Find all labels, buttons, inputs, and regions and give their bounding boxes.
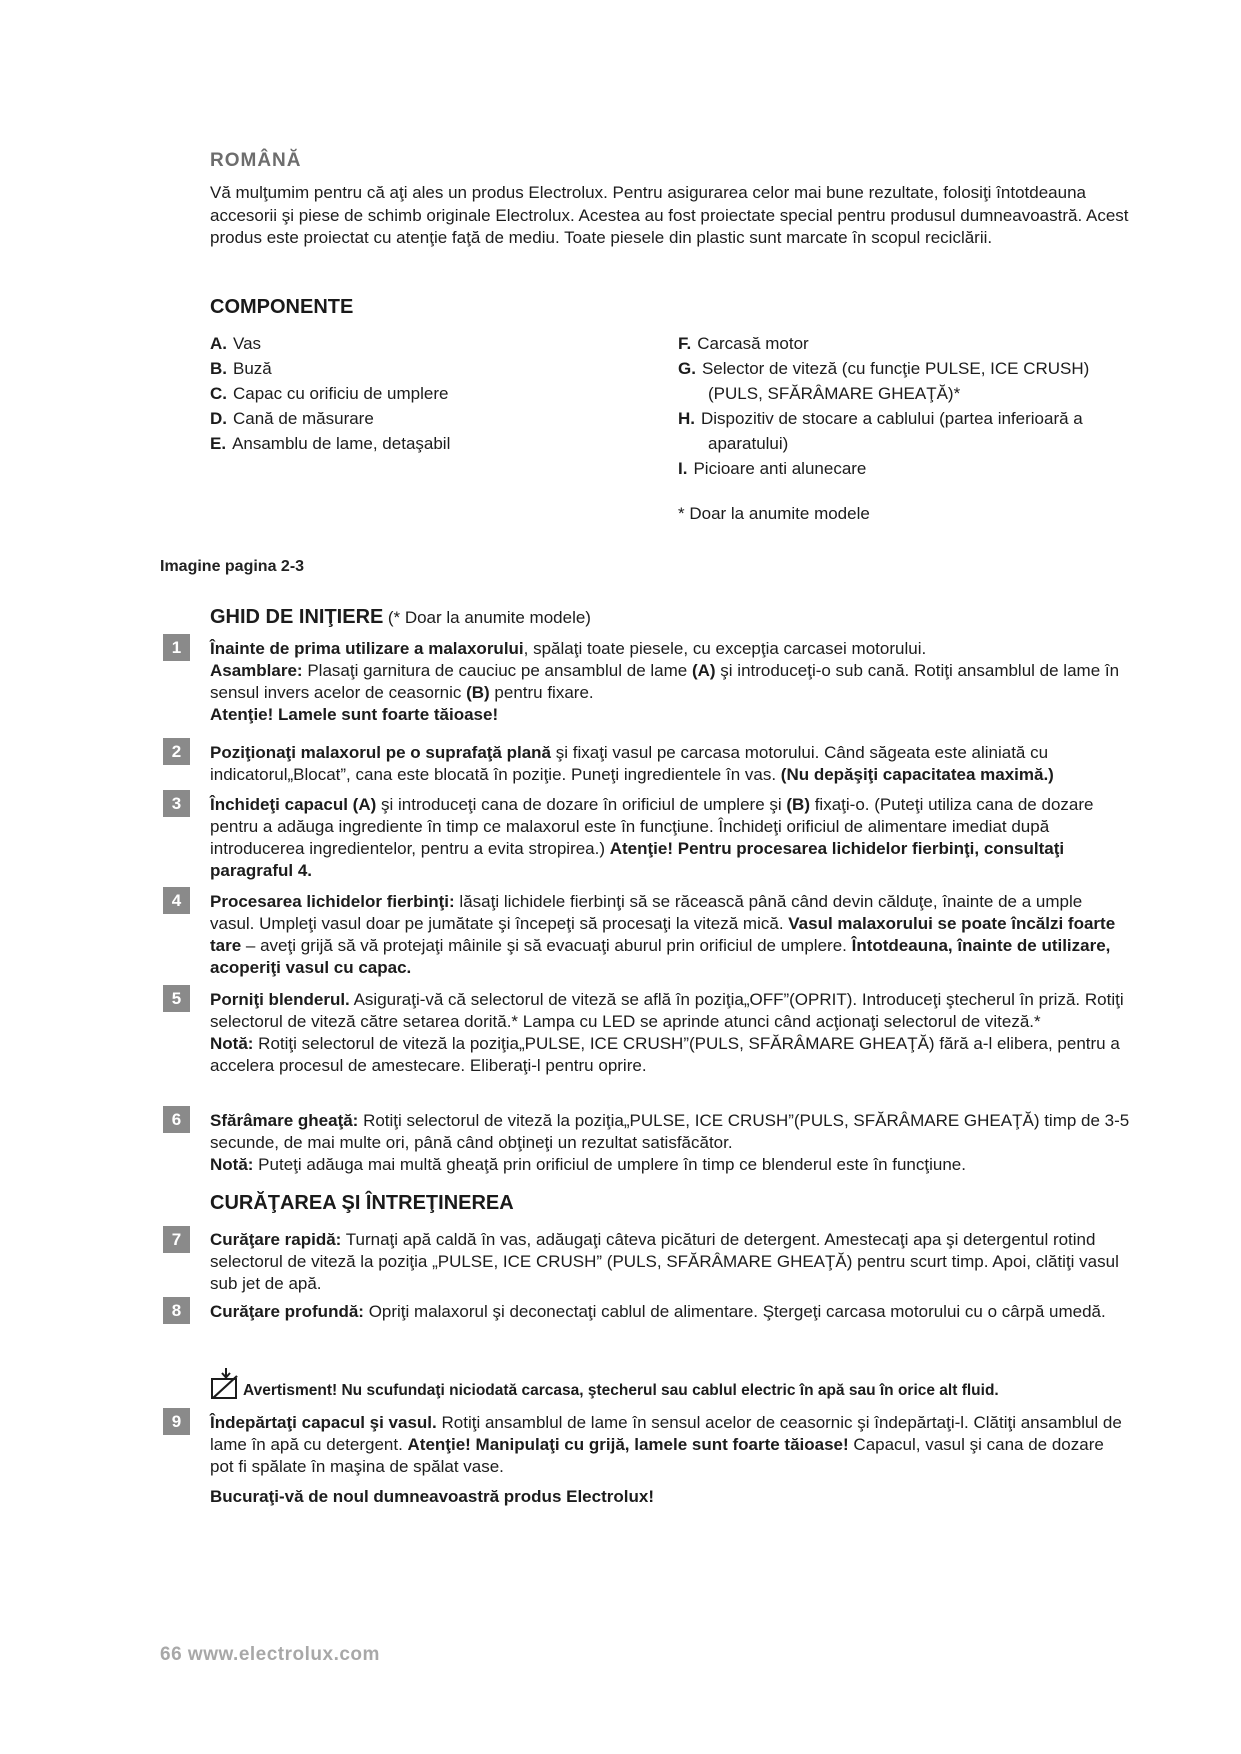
warning-text: Avertisment! Nu scufundaţi niciodată carcasa, ştecherul sau cablul electric în apă sau în orice alt fluid. [243,1382,999,1399]
components-title: COMPONENTE [210,296,354,318]
image-pages-label: Imagine pagina 2-3 [160,558,305,575]
component-item: H. Dispozitiv de stocare a cablului (partea inferioară a [678,409,1083,428]
guide-subtitle: (* Doar la anumite modele) [387,608,591,627]
step-number: 5 [163,985,190,1012]
no-immersion-icon [210,1367,240,1401]
component-item: G. Selector de viteză (cu funcţie PULSE, ICE CRUSH) [678,359,1090,378]
component-item-continuation: aparatului) [708,434,789,453]
step-number: 1 [163,634,190,661]
language-title: ROMÂNĂ [210,150,302,171]
step-2-text: Poziţionaţi malaxorul pe o suprafaţă plană şi fixaţi vasul pe carcasa motorului. Când săgeata este aliniată cu indicatorul„Blocat”, cana este blocată în poziţie. Puneţi ingredientele în vas. (Nu depăşiţi capacitatea maximă.) [210,743,1054,784]
step-5-text: Porniţi blenderul. Asiguraţi-vă că selectorul de viteză se află în poziţia„OFF”(OPRIT). Introduceţi ştecherul în priză. Rotiţi selectorul de viteză către setarea dorită.* Lampa cu LED se aprinde atunci când acţionaţi selectorul de viteză.* Notă: Rotiţi selectorul de viteză la poziţia„PULSE, ICE CRUSH”(PULS, SFĂRÂMARE GHEAŢĂ) fără a-l elibera, pentru a accelera procesul de amestecare. Eliberaţi-l pentru oprire. [210,990,1124,1075]
guide-heading: GHID DE INIŢIERE [210,606,384,628]
closing-line: Bucuraţi-vă de noul dumneavoastră produs Electrolux! [210,1487,654,1506]
step-6-text: Sfărâmare gheaţă: Rotiţi selectorul de viteză la poziţia„PULSE, ICE CRUSH”(PULS, SFĂRÂMARE GHEAŢĂ) timp de 3-5 secunde, de mai multe ori, până când obţineţi un rezultat satisfăcător. Notă: Puteţi adăuga mai multă gheaţă prin orificiul de umplere în timp ce blenderul este în funcţiune. [210,1111,1130,1174]
component-item: A. Vas [210,334,262,353]
guide-title [210,606,591,629]
components-list-right [678,331,1138,481]
step-number: 3 [163,790,190,817]
cleaning-title: CURĂŢAREA ŞI ÎNTREŢINEREA [210,1192,514,1214]
page-footer: 66 www.electrolux.com [160,1644,380,1665]
component-item: C. Capac cu orificiu de umplere [210,384,449,403]
components-list-left [210,331,650,456]
step-number: 7 [163,1226,190,1253]
step-7-text: Curăţare rapidă: Turnaţi apă caldă în vas, adăugaţi câteva picături de detergent. Amestecaţi apa şi detergentul rotind selectorul de viteză la poziţia „PULSE, ICE CRUSH” (PULS, SFĂRÂMARE GHEAŢĂ) pentru scurt timp. Apoi, clătiţi vasul sub jet de apă. [210,1230,1119,1293]
step-number: 8 [163,1297,190,1324]
step-4-text: Procesarea lichidelor fierbinţi: lăsaţi lichidele fierbinţi să se răcească până când devin călduţe, înainte de a umple vasul. Umpleţi vasul doar pe jumătate şi începeţi să procesaţi la viteză mică. Vasul malaxorului se poate încălzi foarte tare – aveţi grijă să vă protejaţi mâinile şi să evacuaţi aburul prin orificiul de umplere. Întotdeauna, înainte de utilizare, acoperiţi vasul cu capac. [210,892,1116,977]
component-item-continuation: (PULS, SFĂRÂMARE GHEAŢĂ)* [708,384,961,403]
step-number: 2 [163,738,190,765]
models-note: * Doar la anumite modele [678,504,870,523]
step-8-text: Curăţare profundă: Opriţi malaxorul şi deconectaţi cablul de alimentare. Ştergeţi carcasa motorului cu o cârpă umedă. [210,1302,1106,1321]
component-item: F. Carcasă motor [678,334,809,353]
component-item: I. Picioare anti alunecare [678,459,867,478]
step-1-text: Înainte de prima utilizare a malaxorului, spălaţi toate piesele, cu excepţia carcasei motorului. Asamblare: Plasaţi garnitura de cauciuc pe ansamblul de lame (A) şi introduceţi-o sub cană. Rotiţi ansamblul de lame în sensul invers acelor de ceasornic (B) pentru fixare. Atenţie! Lamele sunt foarte tăioase! [210,639,1120,724]
warning-row [210,1367,999,1401]
step-number: 9 [163,1408,190,1435]
intro-paragraph: Vă mulţumim pentru că aţi ales un produs Electrolux. Pentru asigurarea celor mai bune rezultate, folosiţi întotdeauna accesorii şi piese de schimb originale Electrolux. Acestea au fost proiectate special pentru produsul dumneavoastră. Acest produs este proiectat cu atenţie faţă de mediu. Toate piesele din plastic sunt marcate în scopul reciclării. [210,183,1129,247]
step-9-text: Îndepărtaţi capacul şi vasul. Rotiţi ansamblul de lame în sensul acelor de ceasornic şi îndepărtaţi-l. Clătiţi ansamblul de lame în apă cu detergent. Atenţie! Manipulaţi cu grijă, lamele sunt foarte tăioase! Capacul, vasul şi cana de dozare pot fi spălate în maşina de spălat vase. [210,1413,1122,1476]
component-item: E. Ansamblu de lame, detaşabil [210,434,451,453]
component-item: B. Buză [210,359,272,378]
component-item: D. Cană de măsurare [210,409,374,428]
step-number: 4 [163,887,190,914]
step-3-text: Închideţi capacul (A) şi introduceţi cana de dozare în orificiul de umplere şi (B) fixaţi-o. (Puteţi utiliza cana de dozare pentru a adăuga ingrediente în timp ce malaxorul este în funcţiune. Închideţi orificiul de alimentare imediat după introducerea ingredientelor, pentru a evita stropirea.) Atenţie! Pentru procesarea lichidelor fierbinţi, consultaţi paragraful 4. [210,795,1094,880]
step-number: 6 [163,1106,190,1133]
